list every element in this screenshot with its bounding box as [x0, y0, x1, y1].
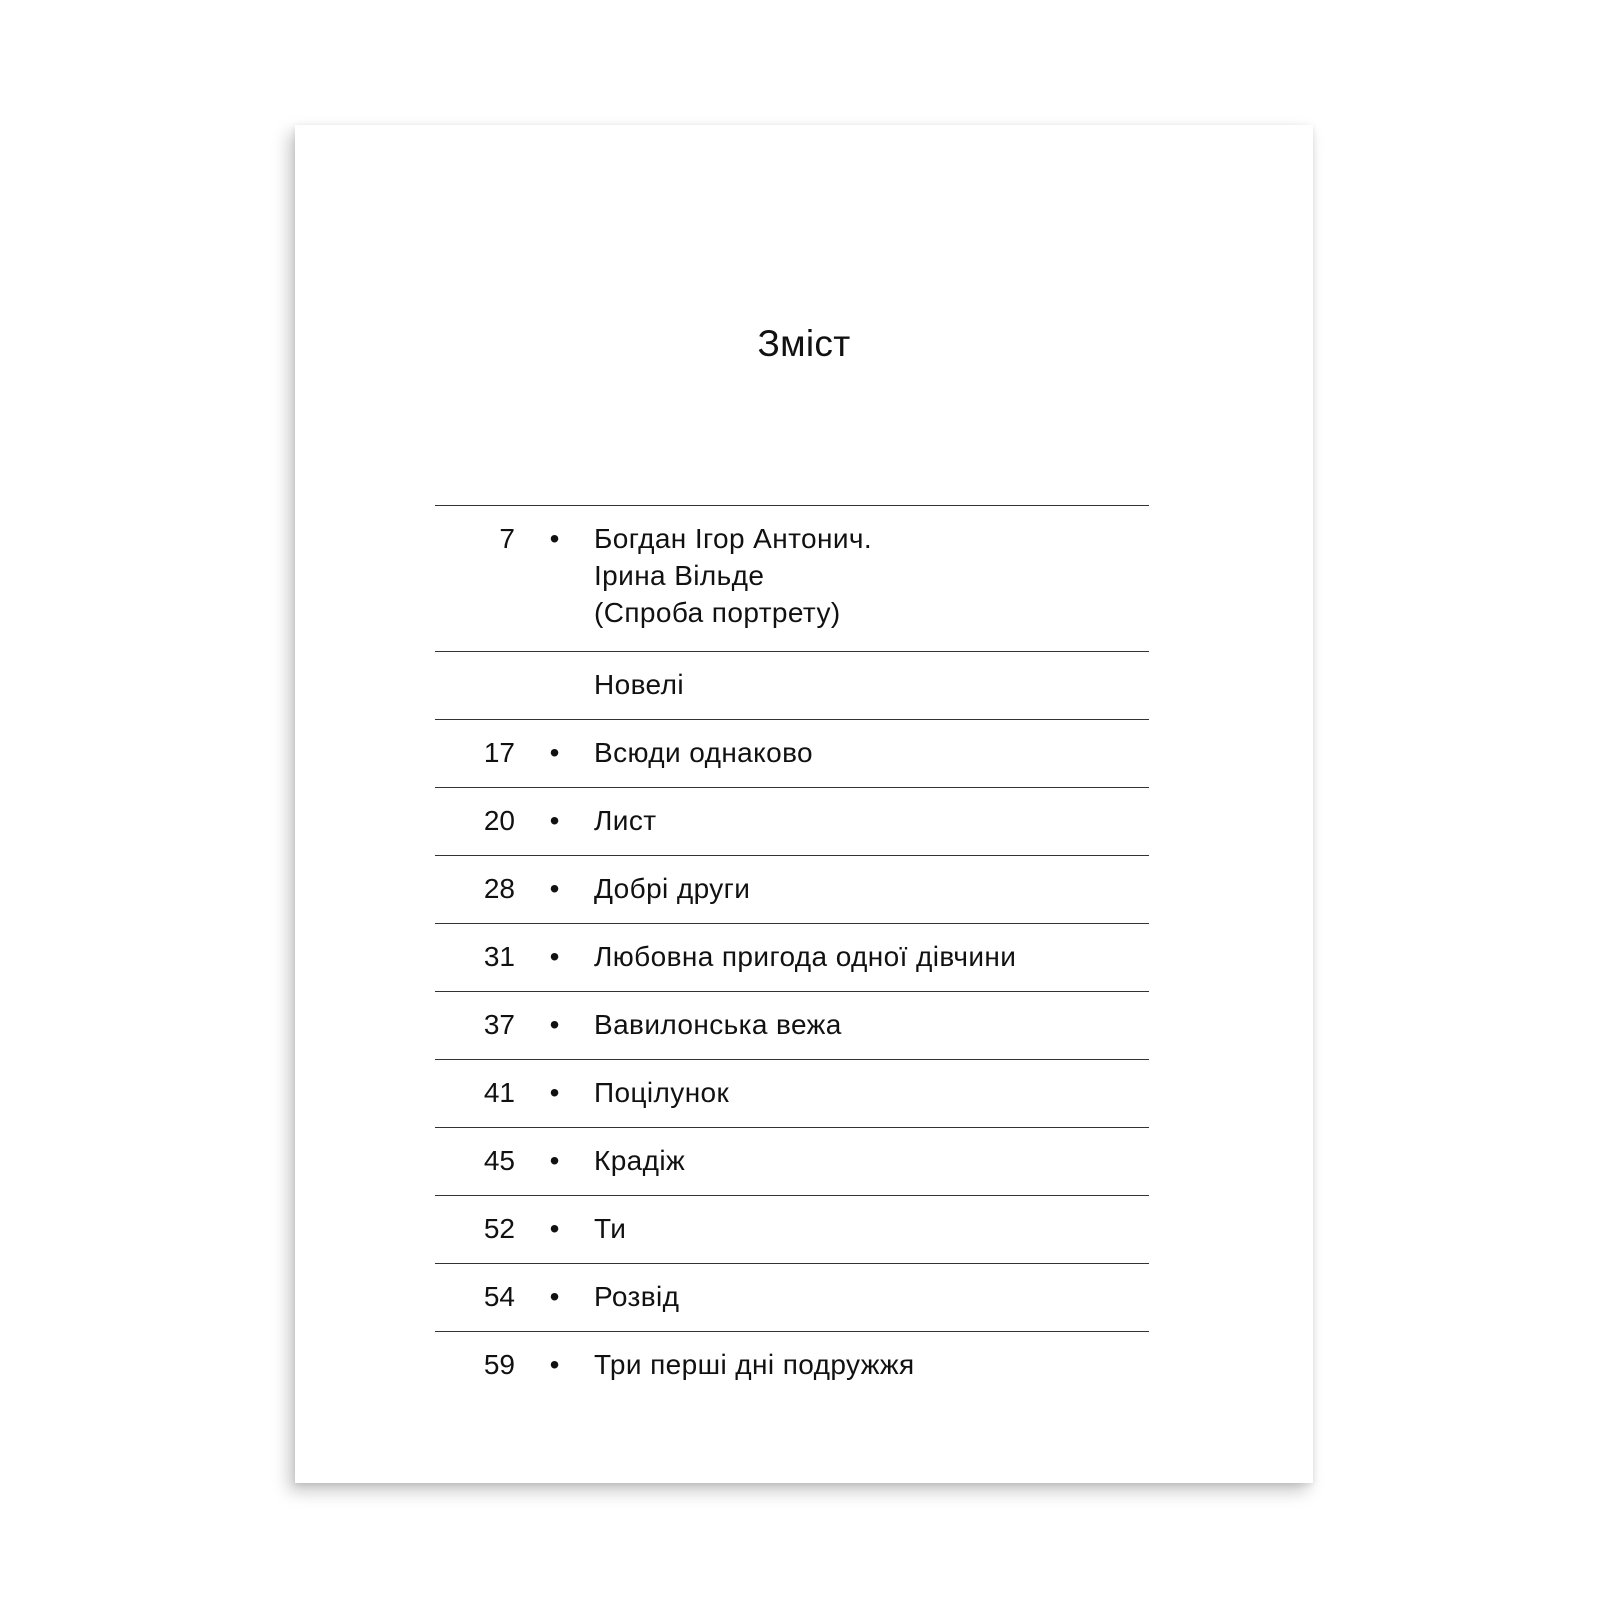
table-of-contents [435, 505, 1149, 1383]
toc-entry-title: Вавилонська вежа [594, 1009, 842, 1040]
toc-page-number: 37 [483, 1009, 515, 1040]
toc-entry-title: Лист [594, 805, 657, 836]
toc-entry-title: Розвід [594, 1281, 680, 1312]
bullet-icon: • [549, 805, 560, 836]
toc-row [435, 1263, 1149, 1331]
toc-page-number: 31 [483, 941, 515, 972]
bullet-icon: • [549, 1349, 560, 1380]
toc-row [435, 1331, 1149, 1383]
bullet-icon: • [549, 1281, 560, 1312]
book-page [295, 125, 1313, 1483]
toc-entry-title: Всюди однаково [594, 737, 814, 768]
toc-page-number: 54 [483, 1281, 515, 1312]
toc-entry-title: Добрі други [594, 873, 751, 904]
toc-row [435, 787, 1149, 855]
toc-entry-title: Три перші дні подружжя [594, 1349, 915, 1380]
toc-page-number: 59 [483, 1349, 515, 1380]
page-title: Зміст [757, 323, 851, 364]
toc-page-number: 17 [483, 737, 515, 768]
toc-entry-title: Любовна пригода одної дівчини [594, 941, 1017, 972]
bullet-icon: • [549, 1213, 560, 1244]
bullet-icon: • [549, 941, 560, 972]
bullet-icon: • [549, 1145, 560, 1176]
toc-entry-title: Поцілунок [594, 1077, 730, 1108]
toc-page-number: 28 [483, 873, 515, 904]
bullet-icon: • [549, 737, 560, 768]
toc-entry-title: Ти [594, 1213, 627, 1244]
toc-row [435, 991, 1149, 1059]
toc-page-number: 45 [483, 1145, 515, 1176]
toc-row [435, 505, 1149, 651]
bullet-icon: • [549, 1009, 560, 1040]
toc-row [435, 923, 1149, 991]
toc-section-title: Новелі [594, 669, 684, 700]
toc-row [435, 719, 1149, 787]
toc-page-number: 41 [483, 1077, 515, 1108]
toc-row [435, 1195, 1149, 1263]
bullet-icon: • [549, 1077, 560, 1108]
toc-entry-title: Крадіж [594, 1145, 686, 1176]
toc-row [435, 855, 1149, 923]
bullet-icon: • [549, 523, 560, 554]
toc-page-number: 52 [483, 1213, 515, 1244]
toc-entry-title: Богдан Ігор Антонич. Ірина Вільде (Спроба портрету) [594, 523, 873, 628]
toc-row [435, 1059, 1149, 1127]
toc-page-number: 7 [499, 523, 515, 554]
toc-section-heading [435, 651, 1149, 719]
toc-row [435, 1127, 1149, 1195]
toc-page-number: 20 [483, 805, 515, 836]
bullet-icon: • [549, 873, 560, 904]
